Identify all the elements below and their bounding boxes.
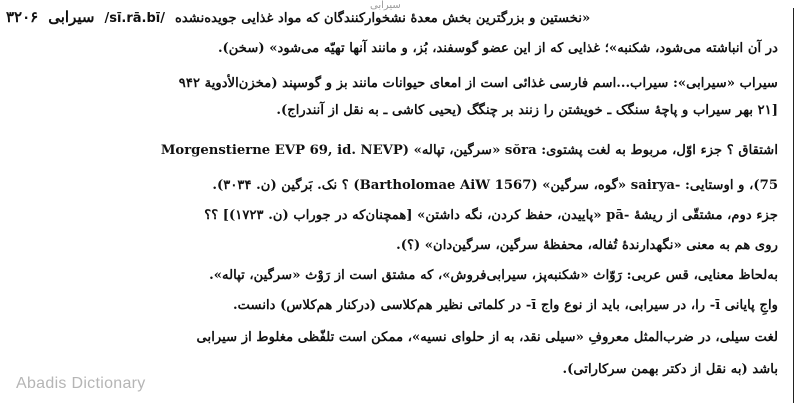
citation-line: سیراب «سیرابی»: سیراب...اسم فارسی غذائی است از امعای حیوانات مانند بز و گوسپند (مخزن‌الأدویة ۹۴۲ bbox=[178, 76, 778, 91]
definition-line: در آن انباشته می‌شود، شکنبه»؛ غذایی که از این عضو گوسفند، بُز، و مانند آنها تهیّه می‌شود» (سخن). bbox=[217, 41, 778, 56]
etymology-line: اشتقاق ؟ جزء اوّل، مربوط به لغت پشتوی: sŏra «سرگین، تپاله» (Morgenstierne EVP 69, id. NEVP bbox=[160, 143, 778, 158]
transliteration: /sī.rā.bī/ bbox=[104, 11, 165, 26]
definition-line: «نخستین و بزرگترین بخش معدهٔ نشخوارکنندگان که مواد غذایی جویده‌نشده bbox=[174, 11, 591, 26]
page-number: ۳۲۰۶ bbox=[6, 8, 39, 26]
etymology-line: روی هم به معنی «نگهدارندهٔ تُفاله، محفظهٔ سرگین، سرگین‌دان» (؟). bbox=[396, 238, 778, 253]
etymology-line: 75)، و اوستایی: -sairya «گوه، سرگین» (Bartholomae AiW 1567) ؟ نک. بَرگین (ن. ۳۰۳۴). bbox=[212, 178, 778, 193]
note-line: واجِ پایانی ī- را، در سیرابی، باید از نوع واج ī- در کلماتی نظیر هم‌کلاسی (درکنار هم‌کلاس) دانست. bbox=[233, 298, 778, 313]
etymology-line: جزء دوم، مشتقّی از ریشهٔ -pā «پاییدن، حفظ کردن، نگه داشتن» [همچنان‌که در جوراب (ن. ۱۷۲۳)] ؟؟ bbox=[204, 208, 778, 223]
note-line: باشد (به نقل از دکتر بهمن سرکاراتی). bbox=[562, 362, 778, 377]
entry-header-line bbox=[6, 6, 778, 30]
note-line: لغت سیلی، در ضرب‌المثل معروفِ «سیلی نقد، به از حلوای نسیه»، ممکن است تلفّظی مغلوط از سیرابی bbox=[196, 330, 778, 345]
header-watermark: سیرابی bbox=[370, 0, 401, 11]
headword: سیرابی bbox=[48, 8, 95, 26]
right-margin-rule bbox=[793, 8, 794, 403]
citation-line: [۲۱ بهر سیراب و پاچهٔ سنگک ـ خویشتن را زنند بر چنگگ (یحیی کاشی ـ به نقل از آنندراج). bbox=[276, 103, 778, 118]
note-line: به‌لحاظ معنایی، قس عربی: رَوّاث «شکنبه‌پز، سیرابی‌فروش»، که مشتق است از رَوْث «سرگین، تپاله». bbox=[209, 268, 778, 283]
site-watermark: Abadis Dictionary bbox=[16, 375, 146, 392]
